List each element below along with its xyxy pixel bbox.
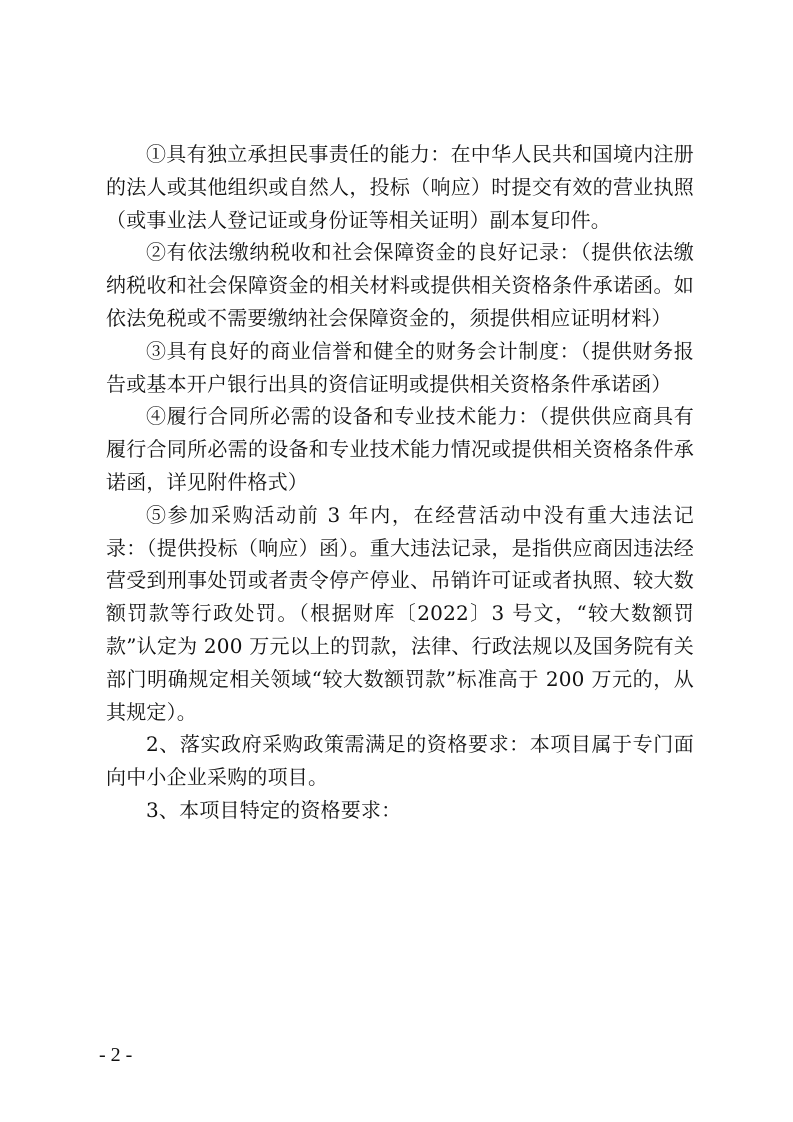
qualification-item-3: ③具有良好的商业信誉和健全的财务会计制度：（提供财务报告或基本开户银行出具的资信证明或提供相关资格条件承诺函）	[106, 338, 694, 396]
document-body	[106, 138, 694, 827]
qualification-item-5: ⑤参加采购活动前 3 年内，在经营活动中没有重大违法记录：（提供投标（响应）函）。重大违法记录，是指供应商因违法经营受到刑事处罚或者责令停产停业、吊销许可证或者执照、较大数额罚款等行政处罚。（根据财库〔2022〕3 号文，“较大数额罚款”认定为 200 万元以上的罚款，法律、行政法规以及国务院有关部门明确规定相关领域“较大数额罚款”标准高于 200 万元的，从其规定）。	[106, 502, 694, 724]
page-number: - 2 -	[99, 1044, 133, 1066]
specific-requirement-heading: 3、本项目特定的资格要求：	[146, 797, 402, 822]
qualification-item-4: ④履行合同所必需的设备和专业技术能力：（提供供应商具有履行合同所必需的设备和专业技术能力情况或提供相关资格条件承诺函，详见附件格式）	[106, 404, 694, 494]
policy-requirement-paragraph: 2、落实政府采购政策需满足的资格要求：本项目属于专门面向中小企业采购的项目。	[106, 732, 694, 790]
qualification-item-2: ②有依法缴纳税收和社会保障资金的良好记录：（提供依法缴纳税收和社会保障资金的相关材料或提供相关资格条件承诺函。如依法免税或不需要缴纳社会保障资金的，须提供相应证明材料）	[106, 240, 694, 330]
qualification-item-1: ①具有独立承担民事责任的能力：在中华人民共和国境内注册的法人或其他组织或自然人，投标（响应）时提交有效的营业执照（或事业法人登记证或身份证等相关证明）副本复印件。	[106, 142, 694, 232]
